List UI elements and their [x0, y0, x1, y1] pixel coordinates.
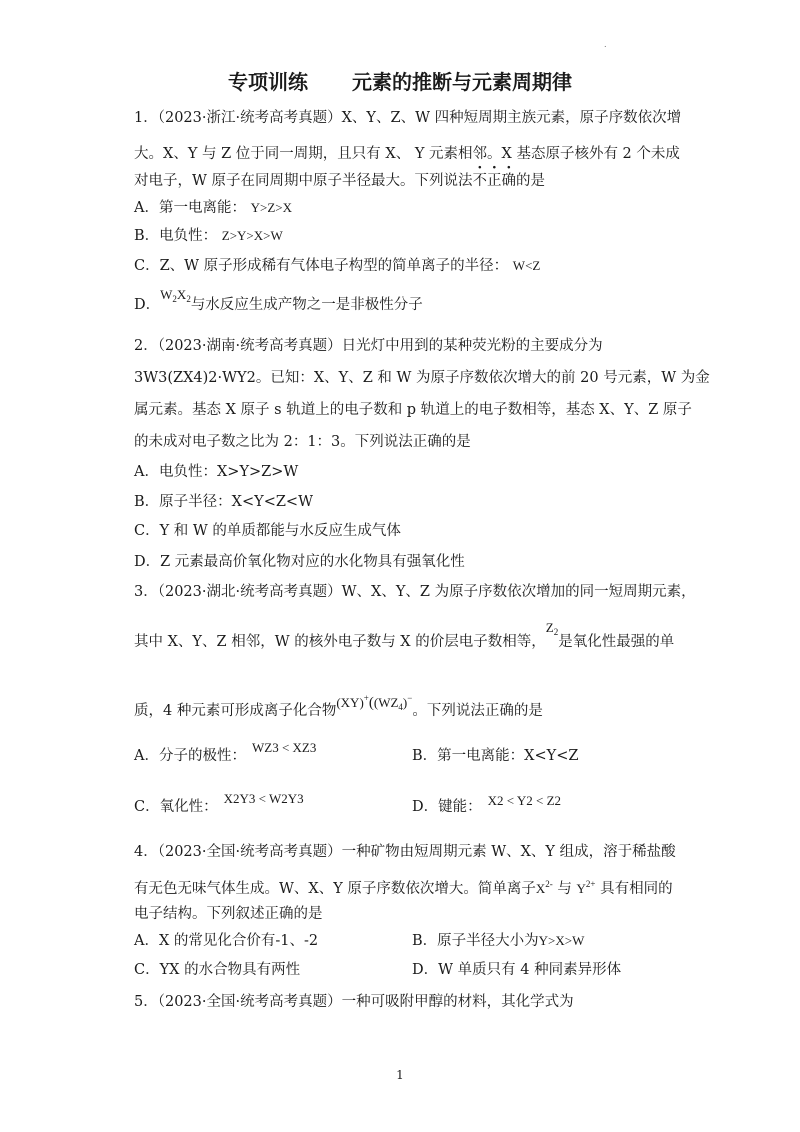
q2-option-c: C．Y 和 W 的单质都能与水反应生成气体	[134, 523, 401, 539]
q3-option-b: B．第一电离能：X<Y<Z	[412, 748, 579, 764]
page-title	[0, 66, 800, 95]
q1-option-b: B．电负性： Z>Y>X>W	[134, 228, 283, 244]
emphasis-not: 不	[472, 173, 488, 189]
q1-option-a: A．第一电离能： Y>Z>X	[134, 200, 292, 216]
q2-line-4: 的未成对电子数之比为 2：1：3。下列说法正确的是	[134, 434, 471, 450]
q2-line-1: 2．（2023·湖南·统考高考真题）日光灯中用到的某种荧光粉的主要成分为	[134, 338, 603, 354]
q3-option-a: A．分子的极性：WZ3 < XZ3	[134, 740, 317, 764]
q3-option-c: C．氧化性：X2Y3 < W2Y3	[134, 791, 304, 815]
x2-minus-ion: $X^{2-}$	[535, 879, 553, 896]
q1-option-c: C．Z、W 原子形成稀有气体电子构型的简单离子的半径： W<Z	[134, 258, 541, 274]
q3-line-2: 其中 X、Y、Z 相邻，W 的核外电子数与 X 的价层电子数相等，$Z_2$是氧化性最强的单	[134, 620, 675, 650]
title-part-2: 元素的推断与元素周期律	[352, 70, 572, 94]
q2-option-d: D．Z 元素最高价氧化物对应的水化物具有强氧化性	[134, 554, 465, 570]
q3-line-1: 3．（2023·湖北·统考高考真题）W、X、Y、Z 为原子序数依次增加的同一短周期元素，	[134, 584, 696, 600]
q2-option-a: A．电负性：X>Y>Z>W	[134, 464, 299, 480]
page-number: 1	[396, 1068, 404, 1082]
q2-option-b: B．原子半径：X<Y<Z<W	[134, 494, 313, 510]
q2-line-3: 属元素。基态 X 原子 s 轨道上的电子数和 p 轨道上的电子数相等，基态 X、Y、Z 原子	[134, 402, 692, 418]
q4-option-d: D．W 单质只有 4 种同素异形体	[412, 962, 622, 978]
z2-formula: $Z_2$	[545, 620, 559, 637]
q3-option-d: D．键能： X2 < Y2 < Z2	[412, 793, 562, 815]
q1-line-2: 大。X、Y 与 Z 位于同一周期，且只有 X、 Y 元素相邻。X 基态原子核外有 2 个未成	[134, 146, 680, 162]
q5-line-1: 5．（2023·全国·统考高考真题）一种可吸附甲醇的材料，其化学式为	[134, 994, 574, 1010]
q4-option-c: C．YX 的水合物具有两性	[134, 962, 301, 978]
q3-line-3: 质，4 种元素可形成离子化合物$(XY)^+((WZ_4)^-$。下列说法正确的是	[134, 693, 543, 719]
title-part-1: 专项训练	[228, 70, 308, 94]
w2x2-formula: $W_2X_2$	[160, 287, 191, 304]
q4-line-2: 有无色无味气体生成。W、X、Y 原子序数依次增大。简单离子$X^{2-}$ 与 $Y^{2+}$ 具有相同的	[134, 879, 673, 897]
q4-option-b: B．原子半径大小为Y>X>W	[412, 933, 585, 949]
q1-line-1: 1．（2023·浙江·统考高考真题）X、Y、Z、W 四种短周期主族元素，原子序数依次增	[134, 110, 682, 126]
q1-line-3: 对电子，W 原子在同周期中原子半径最大。下列说法不正确的是	[134, 173, 546, 189]
y2-plus-ion: $Y^{2+}$	[576, 879, 596, 896]
q4-line-1: 4．（2023·全国·统考高考真题）一种矿物由短周期元素 W、X、Y 组成，溶于稀盐酸	[134, 844, 676, 860]
q4-option-a: A．X 的常见化合价有-1、-2	[134, 933, 319, 949]
q4-line-3: 电子结构。下列叙述正确的是	[134, 906, 323, 922]
corner-mark: .	[604, 40, 607, 49]
q2-line-2: 3W3(ZX4)2·WY2。已知：X、Y、Z 和 W 为原子序数依次增大的前 20 号元素，W 为金	[134, 370, 710, 386]
ionic-compound-formula: $(XY)^+((WZ_4)^-$	[336, 693, 413, 712]
q1-option-d: D．$W_2X_2$与水反应生成产物之一是非极性分子	[134, 287, 423, 313]
